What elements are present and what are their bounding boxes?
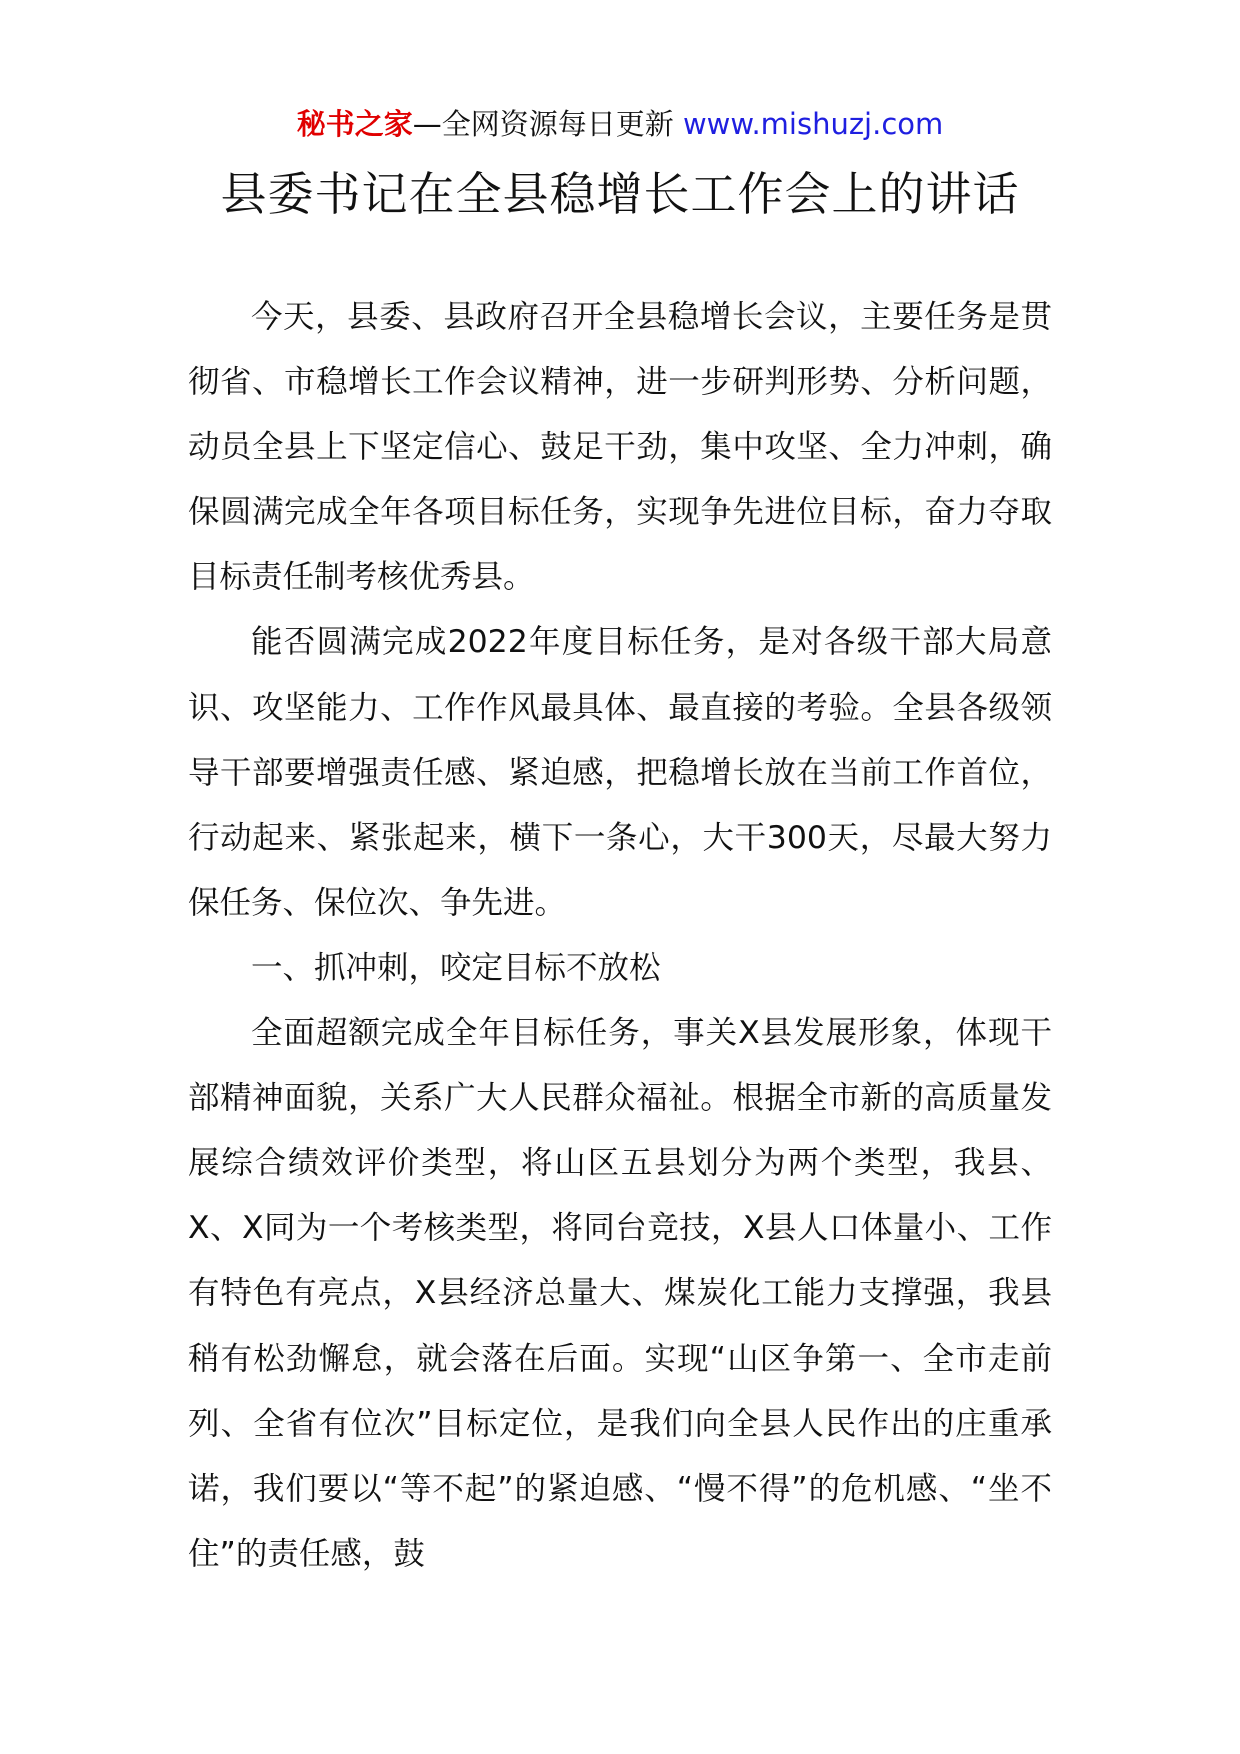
brand-name: 秘书之家 — [296, 107, 413, 141]
paragraph-section-one: 全面超额完成全年目标任务，事关X县发展形象，体现干部精神面貌，关系广大人民群众福祉。根据全市新的高质量发展综合绩效评价类型，将山区五县划分为两个类型，我县、X、X同为一个考核类型，将同台竞技，X县人口体量小、工作有特色有亮点，X县经济总量大、煤炭化工能力支撑强，我县稍有松劲懈怠，就会落在后面。实现“山区争第一、全市走前列、全省有位次”目标定位，是我们向全县人民作出的庄重承诺，我们要以“等不起”的紧迫感、“慢不得”的危机感、“坐不住”的责任感，鼓 — [188, 1015, 1052, 1572]
site-header — [0, 104, 1240, 144]
paragraph-target-tasks: 能否圆满完成2022年度目标任务，是对各级干部大局意识、攻坚能力、工作作风最具体、最直接的考验。全县各级领导干部要增强责任感、紧迫感，把稳增长放在当前工作首位，行动起来、紧张起来，横下一条心，大干300天，尽最大努力保任务、保位次、争先进。 — [188, 624, 1052, 921]
header-tagline: —全网资源每日更新 — [412, 107, 674, 141]
document-body — [188, 285, 1052, 1587]
document-title: 县委书记在全县稳增长工作会上的讲话 — [220, 167, 1020, 221]
section-heading: 一、抓冲刺，咬定目标不放松 — [251, 949, 661, 986]
site-url-link[interactable]: www.mishuzj.com — [682, 107, 944, 141]
paragraph-intro: 今天，县委、县政府召开全县稳增长会议，主要任务是贯彻省、市稳增长工作会议精神，进一步研判形势、分析问题，动员全县上下坚定信心、鼓足干劲，集中攻坚、全力冲刺，确保圆满完成全年各项目标任务，实现争先进位目标，奋力夺取目标责任制考核优秀县。 — [188, 299, 1052, 596]
